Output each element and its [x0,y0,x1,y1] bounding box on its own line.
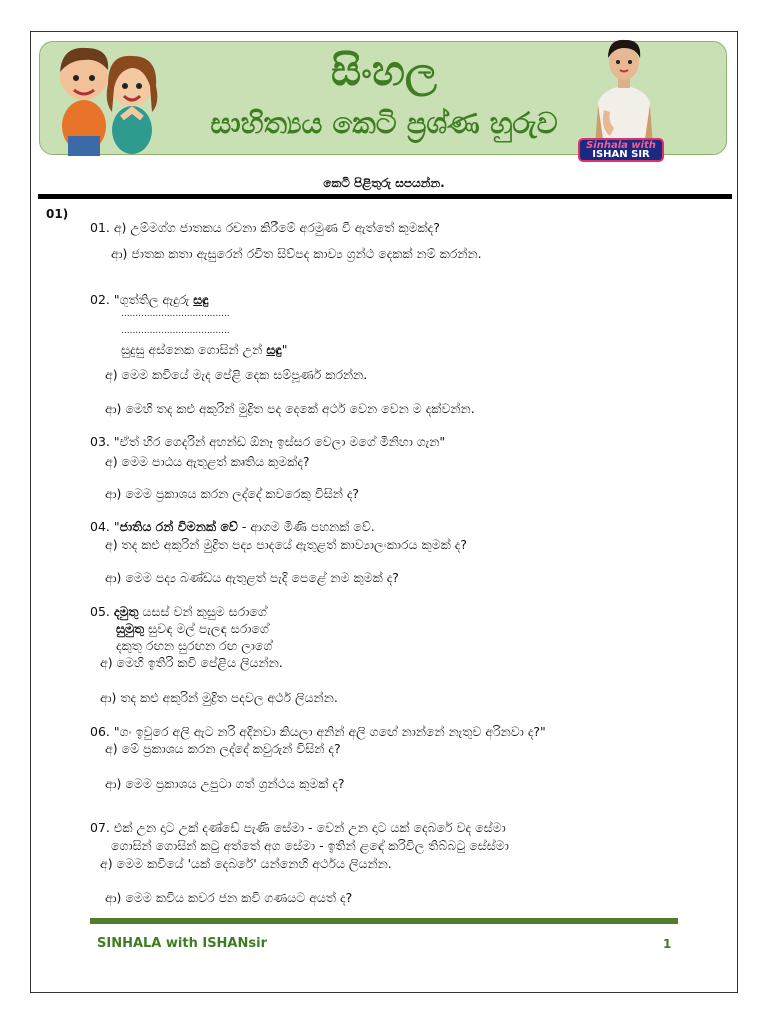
question-line: ආ) මෙම කවිය කවර ජන කවි ගණයට අයත් ද? [105,890,353,905]
question-line: 03. "ඒත් හිර ගෙදරින් අහන්ඩ ඕනෑ ඉස්සර වෙලා මගේ මිනිහා ගැන" [90,434,446,449]
banner-subtitle: සාහිත්‍යය කෙටි ප්‍රශ්ණ හුරුව [210,106,558,140]
question-line: 05. දමුතු යසස් වන් කුසුම සරාගේ [90,604,267,619]
badge-line1: Sinhala with [586,140,656,151]
blank-line: ...................................... [121,326,230,336]
question-line: ආ) මෙම පද්‍ය බණ්ඩය ඇතුළත් පැදි පෙළේ නම කුමක් ද? [105,570,399,585]
question-line: 02. "ගුත්තිල ඇදුරු සඳු [90,292,209,307]
question-line: අ) මෙම පාඨය ඇතුළත් කෘතිය කුමක්ද? [105,454,310,469]
page-number: 1 [663,937,672,951]
footer-divider [90,918,678,924]
question-line: ආ) මෙම ප්‍රකාශය උපුටා ගත් ග්‍රන්ථය කුමක් ද? [105,776,345,791]
question-line: 06. "ගං ඉවුරෙ අලි ඇට නරි අදිනවා කියලා අනින් අලි ගඟේ නාන්නේ නැතුව අරිනවා ද?" [90,724,546,739]
footer-brand: SINHALA with ISHANsir [97,936,267,951]
blank-line: ...................................... [121,309,230,319]
question-line: දකුතු රඟන සුරඟන රඟ ලාගේ [116,638,273,653]
brand-badge [578,138,664,162]
question-line: 01. අ) උම්මග්ග ජාතකය රචනා කිරීමේ අරමුණ වී ඇත්තේ කුමක්ද? [90,220,440,235]
question-line: 04. "ජාතිය රන් විමනක් වේ - ආගම මිණි පහනක් වේ. [90,519,375,534]
question-line: අ) තද කළු අකුරින් මුද්‍රිත පද්‍ය පාදයේ ඇතුළත් කාව්‍යාලංකාරය කුමක් ද? [105,537,467,552]
banner-title: සිංහල [331,46,437,95]
question-line: අ) මෙම කවියේ 'යක් දෙබරේ' යන්නෙහි අර්ථය ලියන්න. [100,856,392,871]
header-divider [38,194,732,199]
question-line: ආ) ජාතක කතා ඇසුරෙන් රචිත සිව්පද කාව්‍ය ග්‍රන්ථ දෙකක් නම් කරන්න. [111,246,482,261]
question-line: අ) මෙහි ඉතිරි කවි පේළිය ලියන්න. [100,655,283,670]
question-line: අ) මේ ප්‍රකාශය කරන ලද්දේ කවුරුන් විසින් ද? [105,741,341,756]
question-line: අ) මෙම කවියේ මැද පේළි දෙක සම්පූර්ණ කරන්න. [105,367,368,382]
question-line: ගොසින් ගොසින් කටු අත්තේ අග සේමා - ඉතින් ළඳේ කරිවිල තිබ්බටු සේස්මා [111,838,509,853]
badge-line2: ISHAN SIR [592,149,650,160]
question-line: ආ) තද කළු අකුරින් මුද්‍රිත පදවල අර්ථ ලියන්න. [100,690,338,705]
question-line: ආ) මෙහි තද කළු අකුරින් මුද්‍රිත පද දෙකේ අර්ථ වෙන වෙන ම දක්වන්න. [105,401,475,416]
section-number: 01) [46,207,69,221]
question-line: 07. එක් උන දාට උක් දණ්ඩේ පැණි සේමා - වෙන් උන දාට යක් දෙබරේ වද සේමා [90,820,506,835]
question-line: ආ) මෙම ප්‍රකාශය කරන ලද්දේ කවරෙකු විසින් ද? [105,486,360,501]
question-line: සුදුසු අස්නෙක ගොසින් උන් සඳු" [121,342,288,357]
instruction-text: කෙටි පිළිතුරු සපයන්න. [323,176,445,190]
question-line: සුමුතු සුවඳ මල් පැලඳ සරාගේ [116,621,269,636]
